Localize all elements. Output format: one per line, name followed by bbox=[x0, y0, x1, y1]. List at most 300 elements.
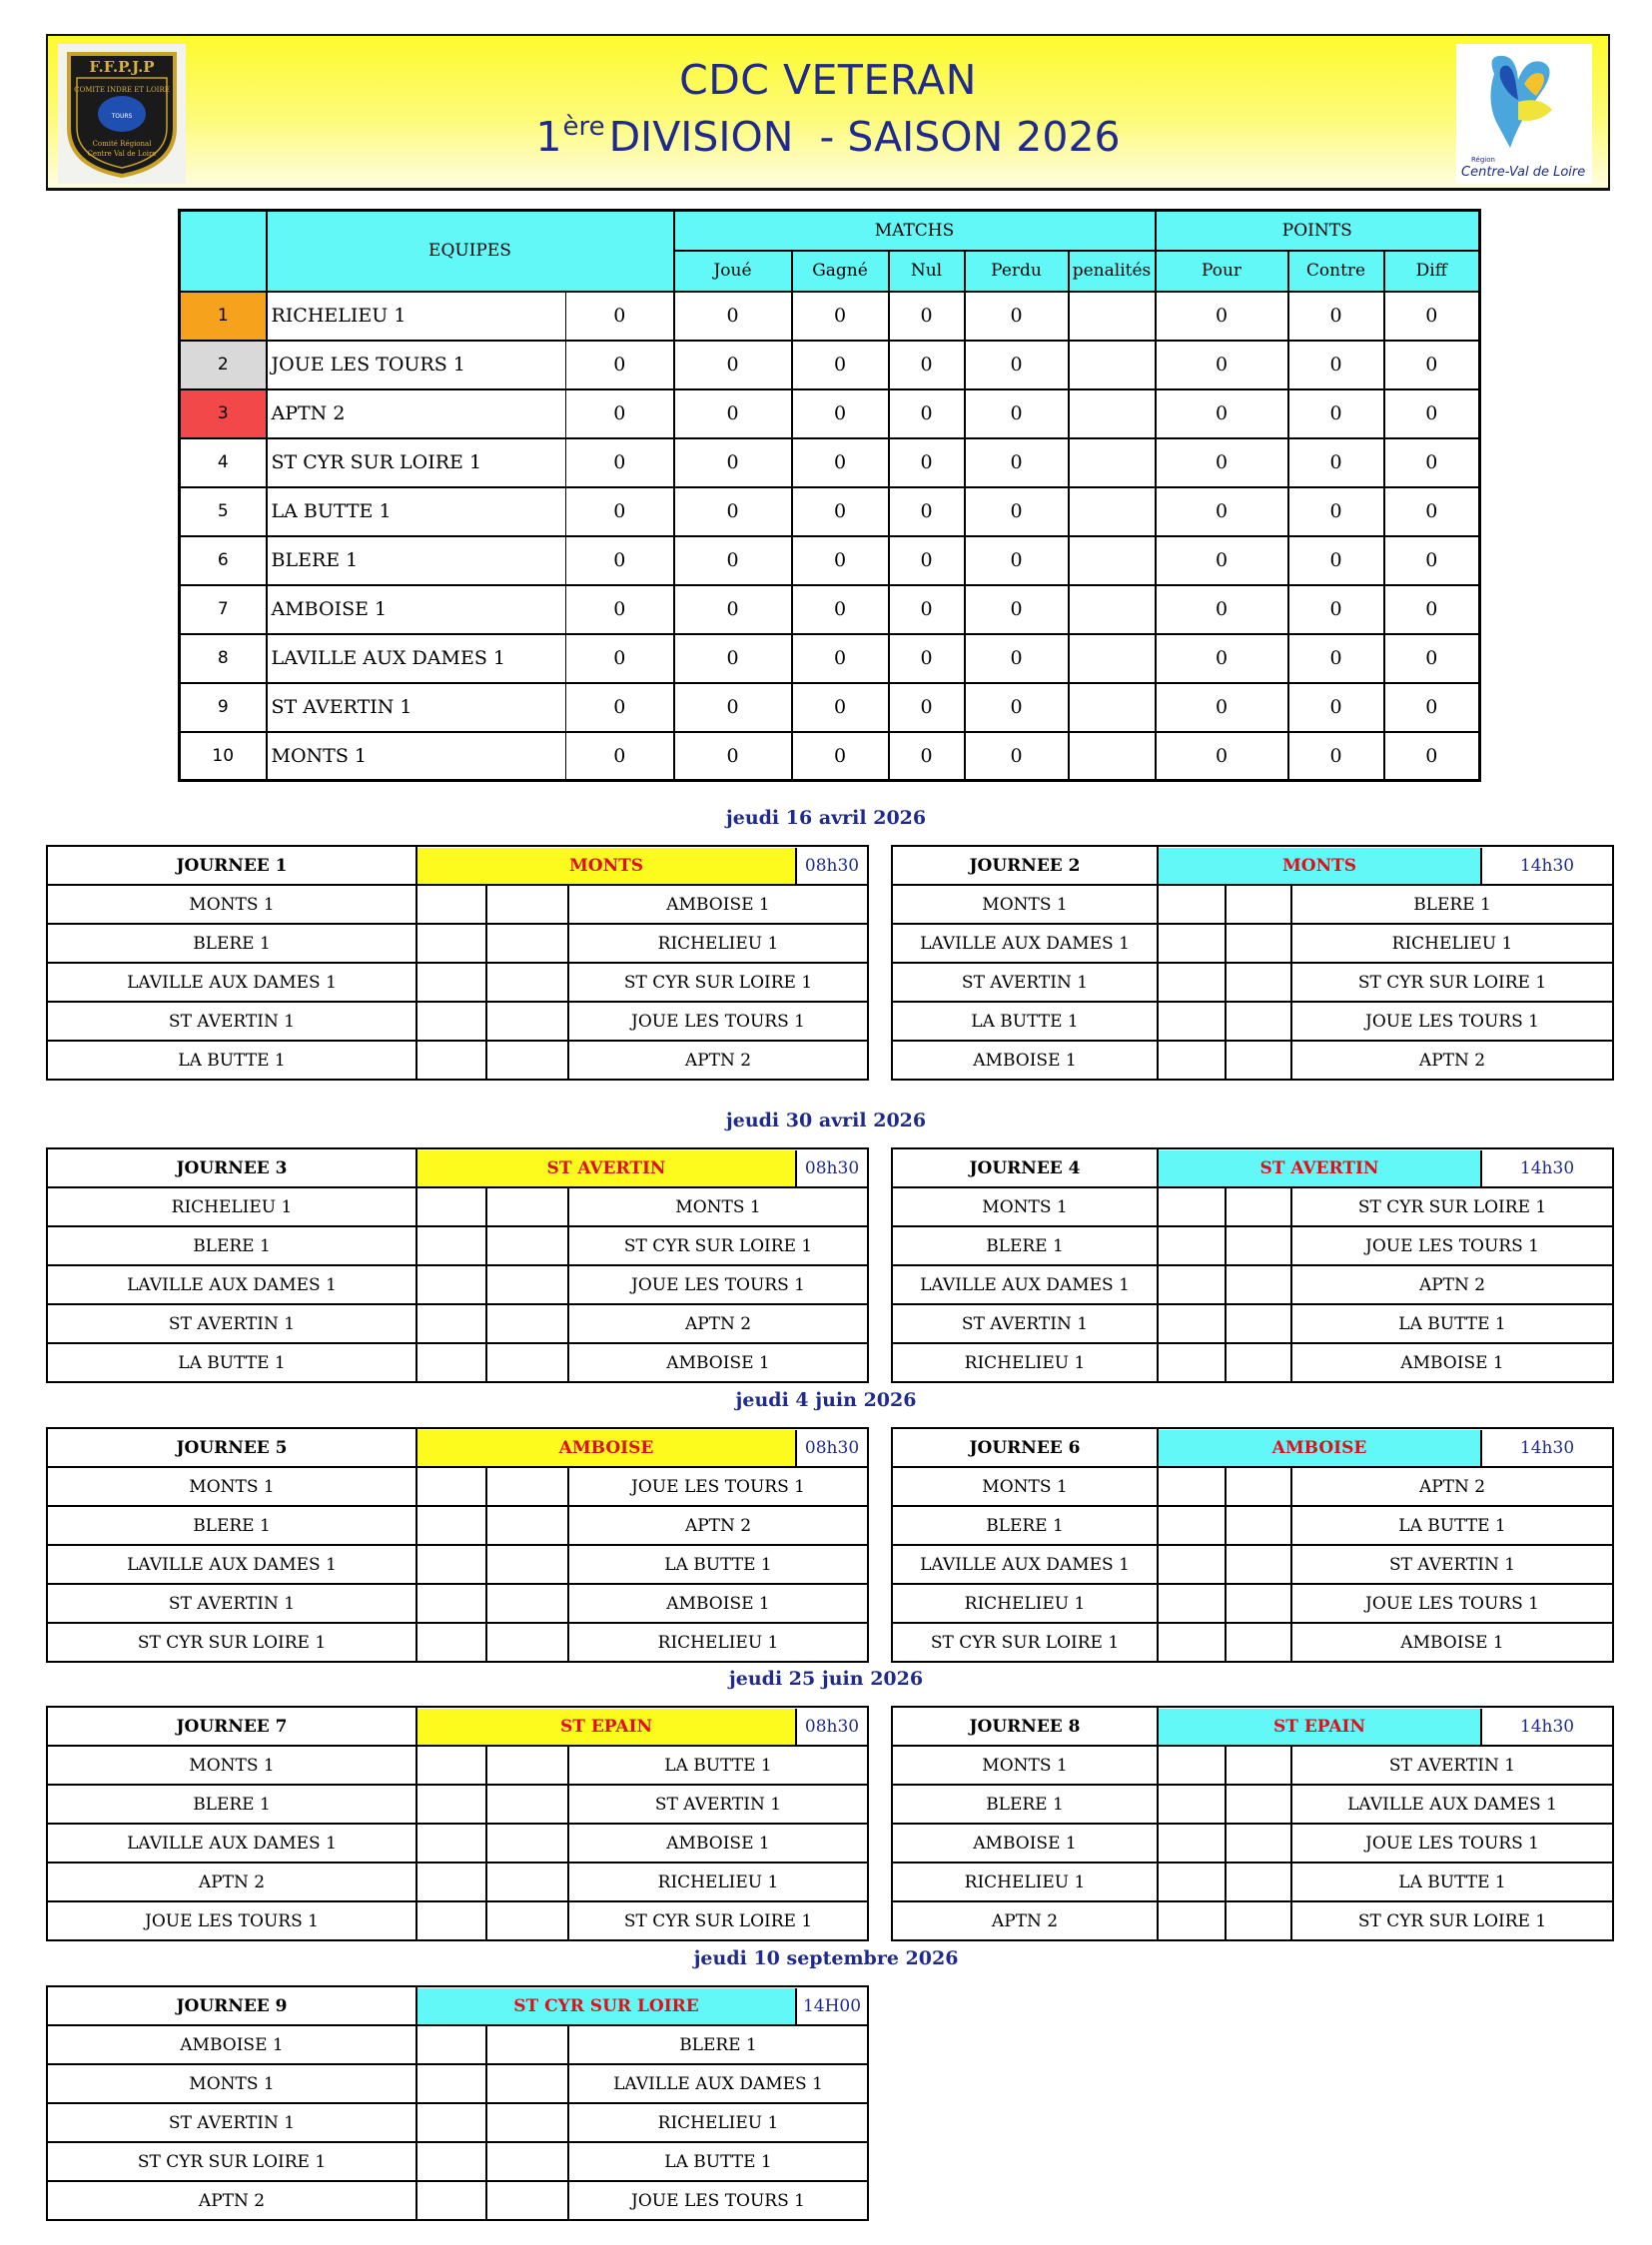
match-row bbox=[47, 1901, 868, 1940]
journee-name: JOURNEE 6 bbox=[892, 1428, 1158, 1467]
joue-cell: 0 bbox=[674, 292, 792, 341]
home-score-cell bbox=[416, 2103, 486, 2142]
rank-cell: 8 bbox=[180, 634, 267, 683]
away-team: APTN 2 bbox=[1291, 1265, 1613, 1304]
contre-cell: 0 bbox=[1288, 634, 1384, 683]
home-team: BLERE 1 bbox=[47, 924, 416, 963]
home-score-cell bbox=[416, 1226, 486, 1265]
rank-cell: 9 bbox=[180, 683, 267, 732]
away-score-cell bbox=[1226, 1041, 1291, 1080]
away-score-cell bbox=[1226, 1545, 1291, 1584]
home-team: APTN 2 bbox=[47, 2181, 416, 2220]
away-score-cell bbox=[486, 885, 568, 924]
start-time: 08h30 bbox=[804, 1437, 860, 1458]
away-team: RICHELIEU 1 bbox=[1291, 924, 1613, 963]
rank-cell: 6 bbox=[180, 536, 267, 585]
joue-cell: 0 bbox=[674, 634, 792, 683]
away-team: RICHELIEU 1 bbox=[568, 1623, 868, 1662]
home-score-cell bbox=[416, 1545, 486, 1584]
home-score-cell bbox=[416, 963, 486, 1002]
venue-time-cell bbox=[1158, 1428, 1613, 1467]
home-team: LAVILLE AUX DAMES 1 bbox=[47, 963, 416, 1002]
home-team: LAVILLE AUX DAMES 1 bbox=[892, 924, 1158, 963]
match-row bbox=[47, 1623, 868, 1662]
away-score-cell bbox=[486, 1002, 568, 1041]
joue-cell: 0 bbox=[674, 536, 792, 585]
home-team: BLERE 1 bbox=[892, 1226, 1158, 1265]
match-row bbox=[892, 1901, 1613, 1940]
home-score-cell bbox=[416, 1343, 486, 1382]
col-contre-header: Contre bbox=[1288, 251, 1384, 292]
home-score-cell bbox=[1158, 924, 1226, 963]
venue-time-cell bbox=[1158, 1707, 1613, 1746]
away-team: JOUE LES TOURS 1 bbox=[568, 1265, 868, 1304]
home-team: LAVILLE AUX DAMES 1 bbox=[892, 1265, 1158, 1304]
venue-time-cell bbox=[416, 1707, 868, 1746]
match-row bbox=[47, 1343, 868, 1382]
equipes-header: EQUIPES bbox=[267, 211, 674, 292]
pour-cell: 0 bbox=[1156, 389, 1288, 438]
away-score-cell bbox=[1226, 1863, 1291, 1901]
home-team: RICHELIEU 1 bbox=[892, 1343, 1158, 1382]
logo-regional-text: Comité Régional bbox=[92, 140, 152, 148]
home-team: MONTS 1 bbox=[47, 1746, 416, 1785]
home-team: LAVILLE AUX DAMES 1 bbox=[47, 1265, 416, 1304]
perdu-cell: 0 bbox=[965, 292, 1069, 341]
standings-row bbox=[180, 292, 1480, 341]
standings-row bbox=[180, 487, 1480, 536]
match-row bbox=[47, 1545, 868, 1584]
away-score-cell bbox=[1226, 1187, 1291, 1226]
match-row bbox=[892, 1265, 1613, 1304]
perdu-cell: 0 bbox=[965, 438, 1069, 487]
team-number-cell: 0 bbox=[566, 438, 674, 487]
match-row bbox=[47, 1824, 868, 1863]
joue-cell: 0 bbox=[674, 585, 792, 634]
journee-name: JOURNEE 8 bbox=[892, 1707, 1158, 1746]
perdu-cell: 0 bbox=[965, 732, 1069, 781]
start-time: 14h30 bbox=[1519, 1716, 1575, 1737]
journee-header-row bbox=[47, 1986, 868, 2025]
nul-cell: 0 bbox=[889, 536, 965, 585]
home-score-cell bbox=[1158, 1226, 1226, 1265]
home-team: MONTS 1 bbox=[892, 1467, 1158, 1506]
home-score-cell bbox=[1158, 885, 1226, 924]
gagne-cell: 0 bbox=[792, 683, 889, 732]
match-row bbox=[47, 1863, 868, 1901]
match-row bbox=[892, 1343, 1613, 1382]
col-gagne-header: Gagné bbox=[792, 251, 889, 292]
gagne-cell: 0 bbox=[792, 438, 889, 487]
away-score-cell bbox=[486, 1265, 568, 1304]
away-team: ST CYR SUR LOIRE 1 bbox=[568, 1901, 868, 1940]
team-name-cell: LA BUTTE 1 bbox=[267, 487, 566, 536]
start-time: 14h30 bbox=[1519, 1157, 1575, 1178]
penalites-cell bbox=[1069, 438, 1156, 487]
team-number-cell: 0 bbox=[566, 732, 674, 781]
home-score-cell bbox=[416, 1187, 486, 1226]
away-team: ST AVERTIN 1 bbox=[1291, 1545, 1613, 1584]
region-centre-val-de-loire-logo bbox=[1456, 44, 1592, 184]
away-score-cell bbox=[486, 2181, 568, 2220]
home-score-cell bbox=[416, 924, 486, 963]
home-team: LA BUTTE 1 bbox=[892, 1002, 1158, 1041]
match-row bbox=[892, 963, 1613, 1002]
home-score-cell bbox=[1158, 1041, 1226, 1080]
match-row bbox=[47, 1304, 868, 1343]
joue-cell: 0 bbox=[674, 487, 792, 536]
match-row bbox=[892, 1623, 1613, 1662]
away-score-cell bbox=[486, 1746, 568, 1785]
away-team: APTN 2 bbox=[1291, 1467, 1613, 1506]
nul-cell: 0 bbox=[889, 585, 965, 634]
away-score-cell bbox=[486, 1584, 568, 1623]
home-score-cell bbox=[1158, 1746, 1226, 1785]
nul-cell: 0 bbox=[889, 292, 965, 341]
away-team: JOUE LES TOURS 1 bbox=[568, 1467, 868, 1506]
logo-region-name-text: Centre-Val de Loire bbox=[1461, 165, 1586, 180]
match-row bbox=[892, 1002, 1613, 1041]
match-row bbox=[47, 2103, 868, 2142]
nul-cell: 0 bbox=[889, 389, 965, 438]
journee-name: JOURNEE 1 bbox=[47, 846, 416, 885]
away-score-cell bbox=[1226, 963, 1291, 1002]
away-team: ST CYR SUR LOIRE 1 bbox=[568, 1226, 868, 1265]
division-number: 1 bbox=[535, 113, 562, 161]
away-team: LA BUTTE 1 bbox=[568, 2142, 868, 2181]
pour-cell: 0 bbox=[1156, 536, 1288, 585]
away-team: AMBOISE 1 bbox=[1291, 1343, 1613, 1382]
standings-row bbox=[180, 732, 1480, 781]
away-team: JOUE LES TOURS 1 bbox=[568, 2181, 868, 2220]
home-team: LAVILLE AUX DAMES 1 bbox=[47, 1545, 416, 1584]
home-team: RICHELIEU 1 bbox=[47, 1187, 416, 1226]
joue-cell: 0 bbox=[674, 683, 792, 732]
logo-region-text: Centre Val de Loire bbox=[87, 150, 157, 158]
home-team: MONTS 1 bbox=[892, 885, 1158, 924]
col-joue-header: Joué bbox=[674, 251, 792, 292]
penalites-cell bbox=[1069, 634, 1156, 683]
home-team: ST AVERTIN 1 bbox=[47, 1002, 416, 1041]
perdu-cell: 0 bbox=[965, 341, 1069, 389]
home-score-cell bbox=[1158, 1863, 1226, 1901]
away-score-cell bbox=[486, 2103, 568, 2142]
away-score-cell bbox=[1226, 885, 1291, 924]
away-score-cell bbox=[486, 1824, 568, 1863]
standings-row bbox=[180, 389, 1480, 438]
away-team: APTN 2 bbox=[568, 1304, 868, 1343]
away-score-cell bbox=[1226, 1343, 1291, 1382]
away-score-cell bbox=[486, 1901, 568, 1940]
away-score-cell bbox=[486, 1623, 568, 1662]
away-team: JOUE LES TOURS 1 bbox=[1291, 1824, 1613, 1863]
contre-cell: 0 bbox=[1288, 732, 1384, 781]
away-team: LAVILLE AUX DAMES 1 bbox=[568, 2064, 868, 2103]
team-name-cell: LAVILLE AUX DAMES 1 bbox=[267, 634, 566, 683]
team-number-cell: 0 bbox=[566, 341, 674, 389]
away-team: LA BUTTE 1 bbox=[1291, 1304, 1613, 1343]
rank-cell: 5 bbox=[180, 487, 267, 536]
pour-cell: 0 bbox=[1156, 292, 1288, 341]
team-number-cell: 0 bbox=[566, 389, 674, 438]
diff-cell: 0 bbox=[1384, 438, 1480, 487]
diff-cell: 0 bbox=[1384, 585, 1480, 634]
home-team: ST CYR SUR LOIRE 1 bbox=[47, 1623, 416, 1662]
matchs-header: MATCHS bbox=[674, 211, 1156, 251]
journee-name: JOURNEE 3 bbox=[47, 1148, 416, 1187]
nul-cell: 0 bbox=[889, 634, 965, 683]
home-score-cell bbox=[416, 1746, 486, 1785]
gagne-cell: 0 bbox=[792, 341, 889, 389]
home-team: MONTS 1 bbox=[892, 1187, 1158, 1226]
diff-cell: 0 bbox=[1384, 634, 1480, 683]
away-team: LA BUTTE 1 bbox=[1291, 1506, 1613, 1545]
home-score-cell bbox=[1158, 1187, 1226, 1226]
team-number-cell: 0 bbox=[566, 585, 674, 634]
gagne-cell: 0 bbox=[792, 389, 889, 438]
team-name-cell: BLERE 1 bbox=[267, 536, 566, 585]
journee-name: JOURNEE 4 bbox=[892, 1148, 1158, 1187]
rank-cell: 3 bbox=[180, 389, 267, 438]
contre-cell: 0 bbox=[1288, 585, 1384, 634]
gagne-cell: 0 bbox=[792, 536, 889, 585]
home-team: ST AVERTIN 1 bbox=[47, 1304, 416, 1343]
nul-cell: 0 bbox=[889, 732, 965, 781]
match-row bbox=[47, 1506, 868, 1545]
match-row bbox=[892, 1824, 1613, 1863]
home-team: BLERE 1 bbox=[47, 1226, 416, 1265]
venue-time-cell bbox=[1158, 1148, 1613, 1187]
nul-cell: 0 bbox=[889, 487, 965, 536]
match-row bbox=[47, 1187, 868, 1226]
start-time: 08h30 bbox=[804, 855, 860, 876]
journee-header-row bbox=[892, 1707, 1613, 1746]
home-score-cell bbox=[416, 2064, 486, 2103]
away-score-cell bbox=[486, 1187, 568, 1226]
gagne-cell: 0 bbox=[792, 487, 889, 536]
match-row bbox=[892, 1041, 1613, 1080]
away-team: RICHELIEU 1 bbox=[568, 924, 868, 963]
venue-label: ST AVERTIN bbox=[1159, 1150, 1482, 1186]
away-team: AMBOISE 1 bbox=[568, 1584, 868, 1623]
home-team: BLERE 1 bbox=[892, 1785, 1158, 1824]
home-score-cell bbox=[1158, 1785, 1226, 1824]
away-score-cell bbox=[486, 2142, 568, 2181]
match-row bbox=[892, 1226, 1613, 1265]
journee-table bbox=[46, 1427, 869, 1663]
col-penalites-header: penalités bbox=[1069, 251, 1156, 292]
journee-table bbox=[46, 845, 869, 1081]
start-time: 14h30 bbox=[1519, 1437, 1575, 1458]
venue-label: ST EPAIN bbox=[417, 1709, 797, 1745]
rank-cell: 1 bbox=[180, 292, 267, 341]
away-score-cell bbox=[1226, 1623, 1291, 1662]
away-team: ST AVERTIN 1 bbox=[1291, 1746, 1613, 1785]
contre-cell: 0 bbox=[1288, 438, 1384, 487]
home-score-cell bbox=[416, 885, 486, 924]
joue-cell: 0 bbox=[674, 732, 792, 781]
match-row bbox=[47, 2025, 868, 2064]
match-row bbox=[892, 1187, 1613, 1226]
home-score-cell bbox=[416, 2025, 486, 2064]
home-score-cell bbox=[416, 1623, 486, 1662]
away-team: JOUE LES TOURS 1 bbox=[568, 1002, 868, 1041]
away-team: BLERE 1 bbox=[1291, 885, 1613, 924]
venue-label: ST AVERTIN bbox=[417, 1150, 797, 1186]
day-date-title: jeudi 30 avril 2026 bbox=[725, 1110, 927, 1131]
home-score-cell bbox=[1158, 1343, 1226, 1382]
pour-cell: 0 bbox=[1156, 438, 1288, 487]
nul-cell: 0 bbox=[889, 438, 965, 487]
home-score-cell bbox=[1158, 1584, 1226, 1623]
journee-header-row bbox=[47, 1428, 868, 1467]
team-number-cell: 0 bbox=[566, 683, 674, 732]
rank-cell: 10 bbox=[180, 732, 267, 781]
home-team: APTN 2 bbox=[47, 1863, 416, 1901]
contre-cell: 0 bbox=[1288, 292, 1384, 341]
team-name-cell: ST CYR SUR LOIRE 1 bbox=[267, 438, 566, 487]
logo-ffpjp-text: F.F.P.J.P bbox=[89, 58, 155, 76]
perdu-cell: 0 bbox=[965, 389, 1069, 438]
rank-cell: 2 bbox=[180, 341, 267, 389]
away-score-cell bbox=[486, 1041, 568, 1080]
away-team: RICHELIEU 1 bbox=[568, 1863, 868, 1901]
perdu-cell: 0 bbox=[965, 585, 1069, 634]
team-name-cell: AMBOISE 1 bbox=[267, 585, 566, 634]
day-date-title: jeudi 25 juin 2026 bbox=[728, 1668, 924, 1690]
journee-table bbox=[891, 1147, 1614, 1383]
match-row bbox=[47, 1746, 868, 1785]
journee-header-row bbox=[892, 846, 1613, 885]
venue-label: AMBOISE bbox=[1159, 1430, 1482, 1466]
home-score-cell bbox=[416, 2142, 486, 2181]
perdu-cell: 0 bbox=[965, 634, 1069, 683]
away-score-cell bbox=[1226, 1584, 1291, 1623]
team-name-cell: JOUE LES TOURS 1 bbox=[267, 341, 566, 389]
away-team: AMBOISE 1 bbox=[568, 1343, 868, 1382]
home-team: MONTS 1 bbox=[47, 885, 416, 924]
home-score-cell bbox=[416, 1467, 486, 1506]
logo-tours-text: TOURS bbox=[111, 113, 133, 120]
away-team: ST AVERTIN 1 bbox=[568, 1785, 868, 1824]
away-team: RICHELIEU 1 bbox=[568, 2103, 868, 2142]
diff-cell: 0 bbox=[1384, 487, 1480, 536]
away-team: JOUE LES TOURS 1 bbox=[1291, 1584, 1613, 1623]
journee-header-row bbox=[47, 846, 868, 885]
journee-header-row bbox=[892, 1148, 1613, 1187]
away-team: MONTS 1 bbox=[568, 1187, 868, 1226]
away-score-cell bbox=[486, 1226, 568, 1265]
away-score-cell bbox=[486, 963, 568, 1002]
contre-cell: 0 bbox=[1288, 389, 1384, 438]
col-pour-header: Pour bbox=[1156, 251, 1288, 292]
match-row bbox=[892, 1785, 1613, 1824]
away-score-cell bbox=[1226, 1304, 1291, 1343]
away-score-cell bbox=[1226, 1506, 1291, 1545]
home-score-cell bbox=[1158, 1467, 1226, 1506]
home-score-cell bbox=[416, 1265, 486, 1304]
gagne-cell: 0 bbox=[792, 732, 889, 781]
home-score-cell bbox=[1158, 1265, 1226, 1304]
home-team: APTN 2 bbox=[892, 1901, 1158, 1940]
penalites-cell bbox=[1069, 683, 1156, 732]
match-row bbox=[892, 1863, 1613, 1901]
away-score-cell bbox=[1226, 1226, 1291, 1265]
match-row bbox=[47, 2181, 868, 2220]
away-score-cell bbox=[486, 2025, 568, 2064]
penalites-cell bbox=[1069, 389, 1156, 438]
away-score-cell bbox=[486, 1785, 568, 1824]
contre-cell: 0 bbox=[1288, 683, 1384, 732]
diff-cell: 0 bbox=[1384, 732, 1480, 781]
away-team: AMBOISE 1 bbox=[1291, 1623, 1613, 1662]
away-score-cell bbox=[486, 924, 568, 963]
away-score-cell bbox=[1226, 1901, 1291, 1940]
away-score-cell bbox=[486, 2064, 568, 2103]
venue-label: AMBOISE bbox=[417, 1430, 797, 1466]
away-team: LA BUTTE 1 bbox=[568, 1746, 868, 1785]
nul-cell: 0 bbox=[889, 683, 965, 732]
diff-cell: 0 bbox=[1384, 683, 1480, 732]
start-time: 14h30 bbox=[1519, 855, 1575, 876]
standings-table bbox=[178, 209, 1481, 782]
home-team: LA BUTTE 1 bbox=[47, 1343, 416, 1382]
home-score-cell bbox=[1158, 1824, 1226, 1863]
division-season: DIVISION - SAISON 2026 bbox=[608, 113, 1121, 161]
venue-time-cell bbox=[416, 1986, 868, 2025]
journee-header-row bbox=[892, 1428, 1613, 1467]
rank-header-cell bbox=[180, 211, 267, 292]
journee-name: JOURNEE 2 bbox=[892, 846, 1158, 885]
away-score-cell bbox=[1226, 1265, 1291, 1304]
diff-cell: 0 bbox=[1384, 536, 1480, 585]
match-row bbox=[47, 2142, 868, 2181]
away-team: LA BUTTE 1 bbox=[568, 1545, 868, 1584]
venue-label: MONTS bbox=[1159, 848, 1482, 884]
diff-cell: 0 bbox=[1384, 389, 1480, 438]
home-score-cell bbox=[1158, 1623, 1226, 1662]
diff-cell: 0 bbox=[1384, 292, 1480, 341]
gagne-cell: 0 bbox=[792, 292, 889, 341]
match-row bbox=[47, 1226, 868, 1265]
journee-header-row bbox=[47, 1707, 868, 1746]
penalites-cell bbox=[1069, 585, 1156, 634]
home-team: AMBOISE 1 bbox=[892, 1041, 1158, 1080]
start-time: 14H00 bbox=[802, 1995, 862, 2016]
joue-cell: 0 bbox=[674, 389, 792, 438]
away-score-cell bbox=[486, 1467, 568, 1506]
perdu-cell: 0 bbox=[965, 536, 1069, 585]
home-team: LAVILLE AUX DAMES 1 bbox=[47, 1824, 416, 1863]
contre-cell: 0 bbox=[1288, 536, 1384, 585]
journee-table bbox=[46, 1147, 869, 1383]
col-nul-header: Nul bbox=[889, 251, 965, 292]
penalites-cell bbox=[1069, 487, 1156, 536]
start-time: 08h30 bbox=[804, 1157, 860, 1178]
rank-cell: 4 bbox=[180, 438, 267, 487]
pour-cell: 0 bbox=[1156, 634, 1288, 683]
standings-row bbox=[180, 585, 1480, 634]
team-name-cell: MONTS 1 bbox=[267, 732, 566, 781]
joue-cell: 0 bbox=[674, 341, 792, 389]
pour-cell: 0 bbox=[1156, 732, 1288, 781]
away-score-cell bbox=[486, 1863, 568, 1901]
team-name-cell: APTN 2 bbox=[267, 389, 566, 438]
home-score-cell bbox=[416, 1785, 486, 1824]
away-score-cell bbox=[1226, 924, 1291, 963]
day-date-title: jeudi 10 septembre 2026 bbox=[693, 1947, 959, 1969]
match-row bbox=[892, 1467, 1613, 1506]
